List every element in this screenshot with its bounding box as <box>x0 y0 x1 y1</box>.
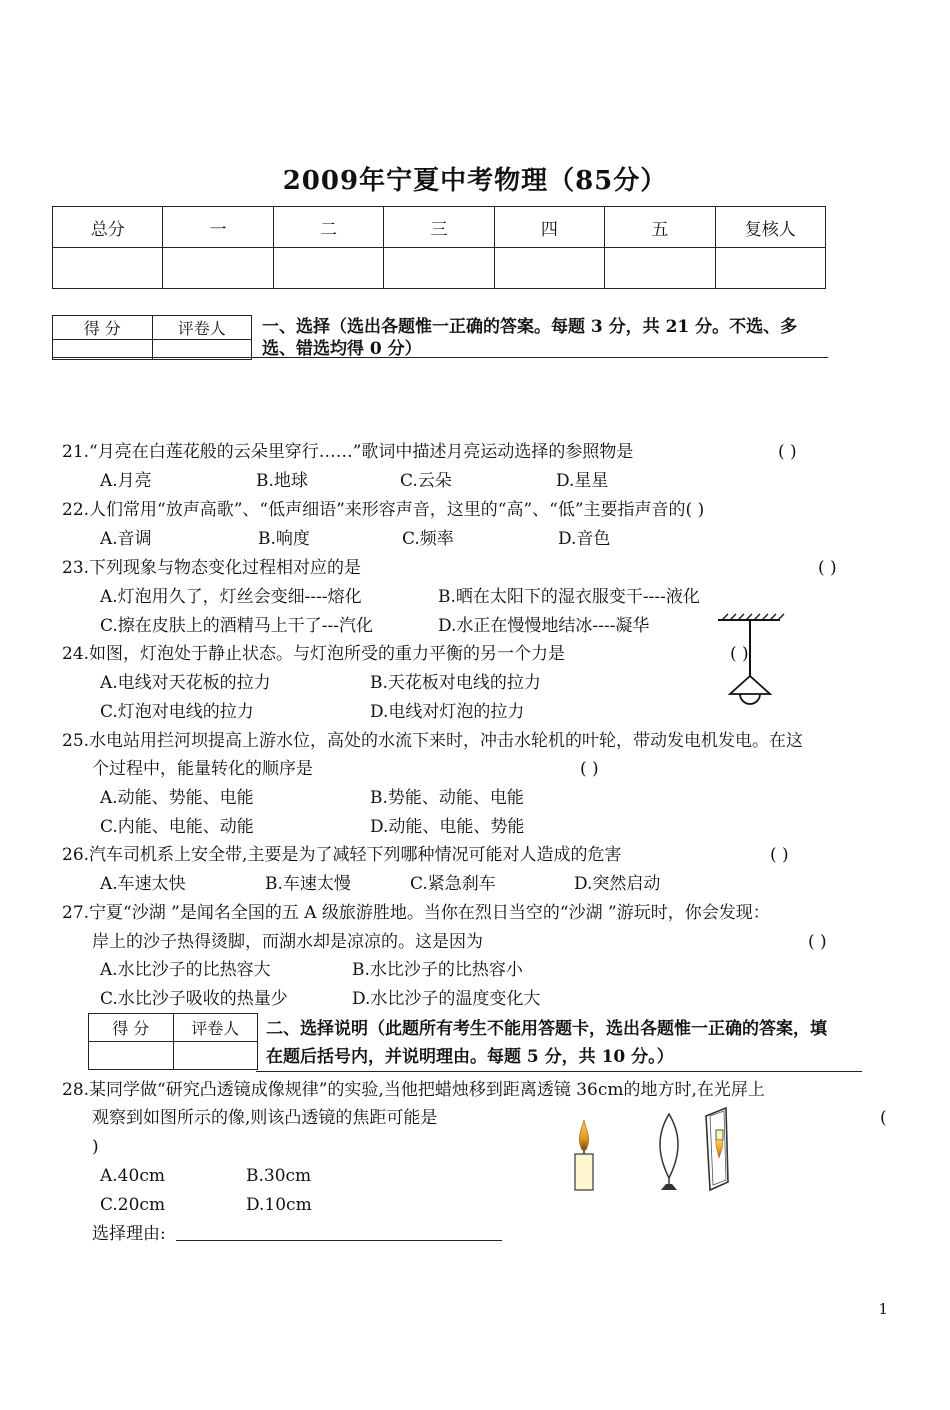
q22-option-d: D.音色 <box>558 529 611 549</box>
score-cell <box>605 248 715 289</box>
score-header-total: 总分 <box>53 207 163 248</box>
q28-option-a: A.40cm <box>100 1166 165 1186</box>
q23-option-a: A.灯泡用久了，灯丝会变细----熔化 <box>100 587 362 607</box>
q23-option-b: B.晒在太阳下的湿衣服变干----液化 <box>438 587 700 607</box>
section1-instruction-line2: 选、错选均得 0 分） <box>262 339 422 359</box>
grader-name-label: 评卷人 <box>152 316 252 340</box>
score-cell <box>384 248 494 289</box>
lens-experiment-figure <box>566 1102 746 1198</box>
score-cell <box>494 248 604 289</box>
q21-option-a: A.月亮 <box>100 471 152 491</box>
q28-option-c: C.20cm <box>100 1195 166 1215</box>
grader-score-label: 得 分 <box>53 316 153 340</box>
q28-option-b: B.30cm <box>246 1166 312 1186</box>
q25-option-b: B.势能、动能、电能 <box>370 788 524 808</box>
candle-body <box>575 1154 593 1190</box>
q24-option-a: A.电线对天花板的拉力 <box>100 673 271 693</box>
q25-stem-line1: 25.水电站用拦河坝提高上游水位，高处的水流下来时，冲击水轮机的叶轮，带动发电机发电。在这 <box>62 731 804 751</box>
section2-underline <box>256 1071 862 1072</box>
grader-name-cell <box>173 1042 258 1070</box>
section2-grader-table <box>88 1013 258 1070</box>
q27-option-b: B.水比沙子的比热容小 <box>352 960 523 980</box>
q25-option-a: A.动能、势能、电能 <box>100 788 254 808</box>
q28-stem-line2: 观察到如图所示的像,则该凸透镜的焦距可能是 <box>92 1108 438 1128</box>
section1-underline <box>52 357 828 358</box>
q22-option-c: C.频率 <box>402 529 454 549</box>
q25-answer-bracket[interactable]: ( ) <box>580 759 599 779</box>
hanging-lamp-figure <box>716 614 786 714</box>
score-cell <box>53 248 163 289</box>
section2-instruction-line1: 二、选择说明（此题所有考生不能用答题卡，选出各题惟一正确的答案，填 <box>266 1019 827 1039</box>
section2-instruction-line2: 在题后括号内，并说明理由。每题 5 分，共 10 分。） <box>266 1047 674 1067</box>
q28-stem-line1: 28.某同学做“研究凸透镜成像规律”的实验,当他把蜡烛移到距离透镜 36cm的地方时,在光屏上 <box>62 1080 765 1100</box>
q25-stem-line2: 个过程中，能量转化的顺序是 <box>92 759 313 779</box>
q23-option-d: D.水正在慢慢地结冰----凝华 <box>438 616 650 636</box>
bulb-shape <box>740 694 760 704</box>
q26-option-c: C.紧急刹车 <box>410 874 496 894</box>
q25-option-d: D.动能、电能、势能 <box>370 817 525 837</box>
q24-option-c: C.灯泡对电线的拉力 <box>100 702 254 722</box>
lamp-shade <box>730 676 770 694</box>
score-header-1: 一 <box>163 207 273 248</box>
score-cell <box>273 248 383 289</box>
inverted-image-candle <box>716 1130 723 1140</box>
grader-name-label: 评卷人 <box>173 1014 258 1042</box>
q23-answer-bracket[interactable]: ( ) <box>818 558 837 578</box>
q27-option-a: A.水比沙子的比热容大 <box>100 960 271 980</box>
q21-stem: 21.“月亮在白莲花般的云朵里穿行……”歌词中描述月亮运动选择的参照物是 <box>62 442 634 462</box>
score-cell <box>163 248 273 289</box>
convex-lens-icon <box>660 1114 678 1178</box>
score-table-blank-row <box>53 248 826 289</box>
q21-option-d: D.星星 <box>556 471 609 491</box>
q26-option-d: D.突然启动 <box>574 874 661 894</box>
page-title: 2009年宁夏中考物理（85分） <box>282 166 668 196</box>
q28-reason-answer-line[interactable] <box>176 1240 502 1241</box>
q21-answer-bracket[interactable]: ( ) <box>778 442 797 462</box>
score-header-4: 四 <box>494 207 604 248</box>
q28-bracket-open[interactable]: ( <box>880 1108 887 1128</box>
q24-option-b: B.天花板对电线的拉力 <box>370 673 541 693</box>
q27-answer-bracket[interactable]: ( ) <box>808 932 827 952</box>
score-header-3: 三 <box>384 207 494 248</box>
score-header-2: 二 <box>273 207 383 248</box>
q26-stem: 26.汽车司机系上安全带,主要是为了减轻下列哪种情况可能对人造成的危害 <box>62 845 622 865</box>
page-number: 1 <box>878 1300 888 1318</box>
q22-stem: 22.人们常用“放声高歌”、“低声细语”来形容声音，这里的“高”、“低”主要指声音的( ) <box>62 500 705 520</box>
q26-option-b: B.车速太慢 <box>265 874 351 894</box>
q26-option-a: A.车速太快 <box>100 874 186 894</box>
q28-bracket-close: ) <box>92 1137 99 1157</box>
score-header-reviewer: 复核人 <box>715 207 825 248</box>
q21-option-b: B.地球 <box>256 471 308 491</box>
score-table <box>52 206 826 289</box>
grader-score-cell <box>89 1042 174 1070</box>
lens-stand-base <box>661 1184 677 1190</box>
q27-stem-line1: 27.宁夏“沙湖 ”是闻名全国的五 A 级旅游胜地。当你在烈日当空的“沙湖 ”游玩时，你会发现： <box>62 903 770 923</box>
q27-option-d: D.水比沙子的温度变化大 <box>352 989 541 1009</box>
score-cell <box>715 248 825 289</box>
candle-flame-icon <box>579 1120 588 1150</box>
q24-stem: 24.如图，灯泡处于静止状态。与灯泡所受的重力平衡的另一个力是 <box>62 644 566 664</box>
q27-option-c: C.水比沙子吸收的热量少 <box>100 989 288 1009</box>
q28-option-d: D.10cm <box>246 1195 312 1215</box>
q22-option-b: B.响度 <box>258 529 310 549</box>
score-header-5: 五 <box>605 207 715 248</box>
q23-option-c: C.擦在皮肤上的酒精马上干了---汽化 <box>100 616 374 636</box>
section1-grader-table <box>52 315 252 360</box>
q22-option-a: A.音调 <box>100 529 152 549</box>
q24-option-d: D.电线对灯泡的拉力 <box>370 702 525 722</box>
score-table-header-row <box>53 207 826 248</box>
q21-option-c: C.云朵 <box>400 471 452 491</box>
grader-score-label: 得 分 <box>89 1014 174 1042</box>
q26-answer-bracket[interactable]: ( ) <box>770 845 789 865</box>
section1-instruction-line1: 一、选择（选出各题惟一正确的答案。每题 3 分，共 21 分。不选、多 <box>262 317 798 337</box>
q25-option-c: C.内能、电能、动能 <box>100 817 254 837</box>
q23-stem: 23.下列现象与物态变化过程相对应的是 <box>62 558 362 578</box>
q28-reason-label: 选择理由: <box>92 1224 166 1244</box>
q24-answer-bracket[interactable]: ( ) <box>730 644 749 664</box>
q27-stem-line2: 岸上的沙子热得烫脚，而湖水却是凉凉的。这是因为 <box>92 932 483 952</box>
